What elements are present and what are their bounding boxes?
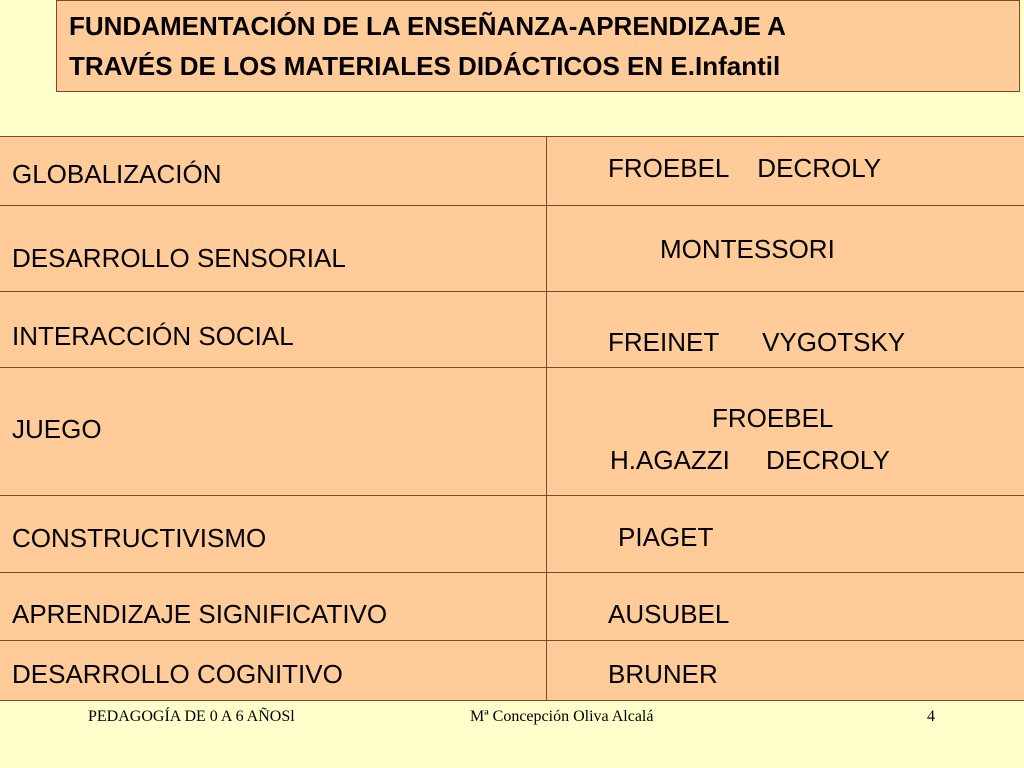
- concept-cell: GLOBALIZACIÓN: [12, 159, 222, 189]
- authors-table: [0, 136, 1024, 701]
- authors-cell: FREINET VYGOTSKY: [608, 327, 906, 357]
- table-row: [0, 573, 1024, 641]
- table-row: [0, 206, 1024, 292]
- title-box: [56, 0, 1020, 92]
- footer-course: PEDAGOGÍA DE 0 A 6 AÑOSl: [88, 708, 295, 725]
- authors-cell: FROEBEL DECROLY: [608, 153, 882, 183]
- title-line-1: FUNDAMENTACIÓN DE LA ENSEÑANZA-APRENDIZAJE A: [69, 11, 786, 41]
- footer-author: Mª Concepción Oliva Alcalá: [470, 708, 654, 725]
- authors-cell: BRUNER: [608, 659, 718, 689]
- table-row: [0, 292, 1024, 368]
- concept-cell: APRENDIZAJE SIGNIFICATIVO: [12, 599, 388, 629]
- title-line-2: TRAVÉS DE LOS MATERIALES DIDÁCTICOS EN E.Infantil: [69, 51, 781, 81]
- table-row: [0, 496, 1024, 573]
- table-row: [0, 368, 1024, 496]
- authors-cell-line-1: FROEBEL: [712, 403, 834, 433]
- authors-cell: MONTESSORI: [660, 234, 835, 264]
- concept-cell: CONSTRUCTIVISMO: [12, 523, 267, 553]
- footer-page-number: 4: [927, 708, 935, 725]
- authors-cell: AUSUBEL: [608, 599, 730, 629]
- authors-cell-line-2: H.AGAZZI DECROLY: [610, 445, 890, 475]
- concept-cell: JUEGO: [12, 414, 102, 444]
- authors-cell: PIAGET: [618, 522, 714, 552]
- concept-cell: DESARROLLO COGNITIVO: [12, 659, 343, 689]
- table-row: [0, 137, 1024, 206]
- concept-cell: DESARROLLO SENSORIAL: [12, 243, 346, 273]
- table-row: [0, 641, 1024, 700]
- concept-cell: INTERACCIÓN SOCIAL: [12, 321, 294, 351]
